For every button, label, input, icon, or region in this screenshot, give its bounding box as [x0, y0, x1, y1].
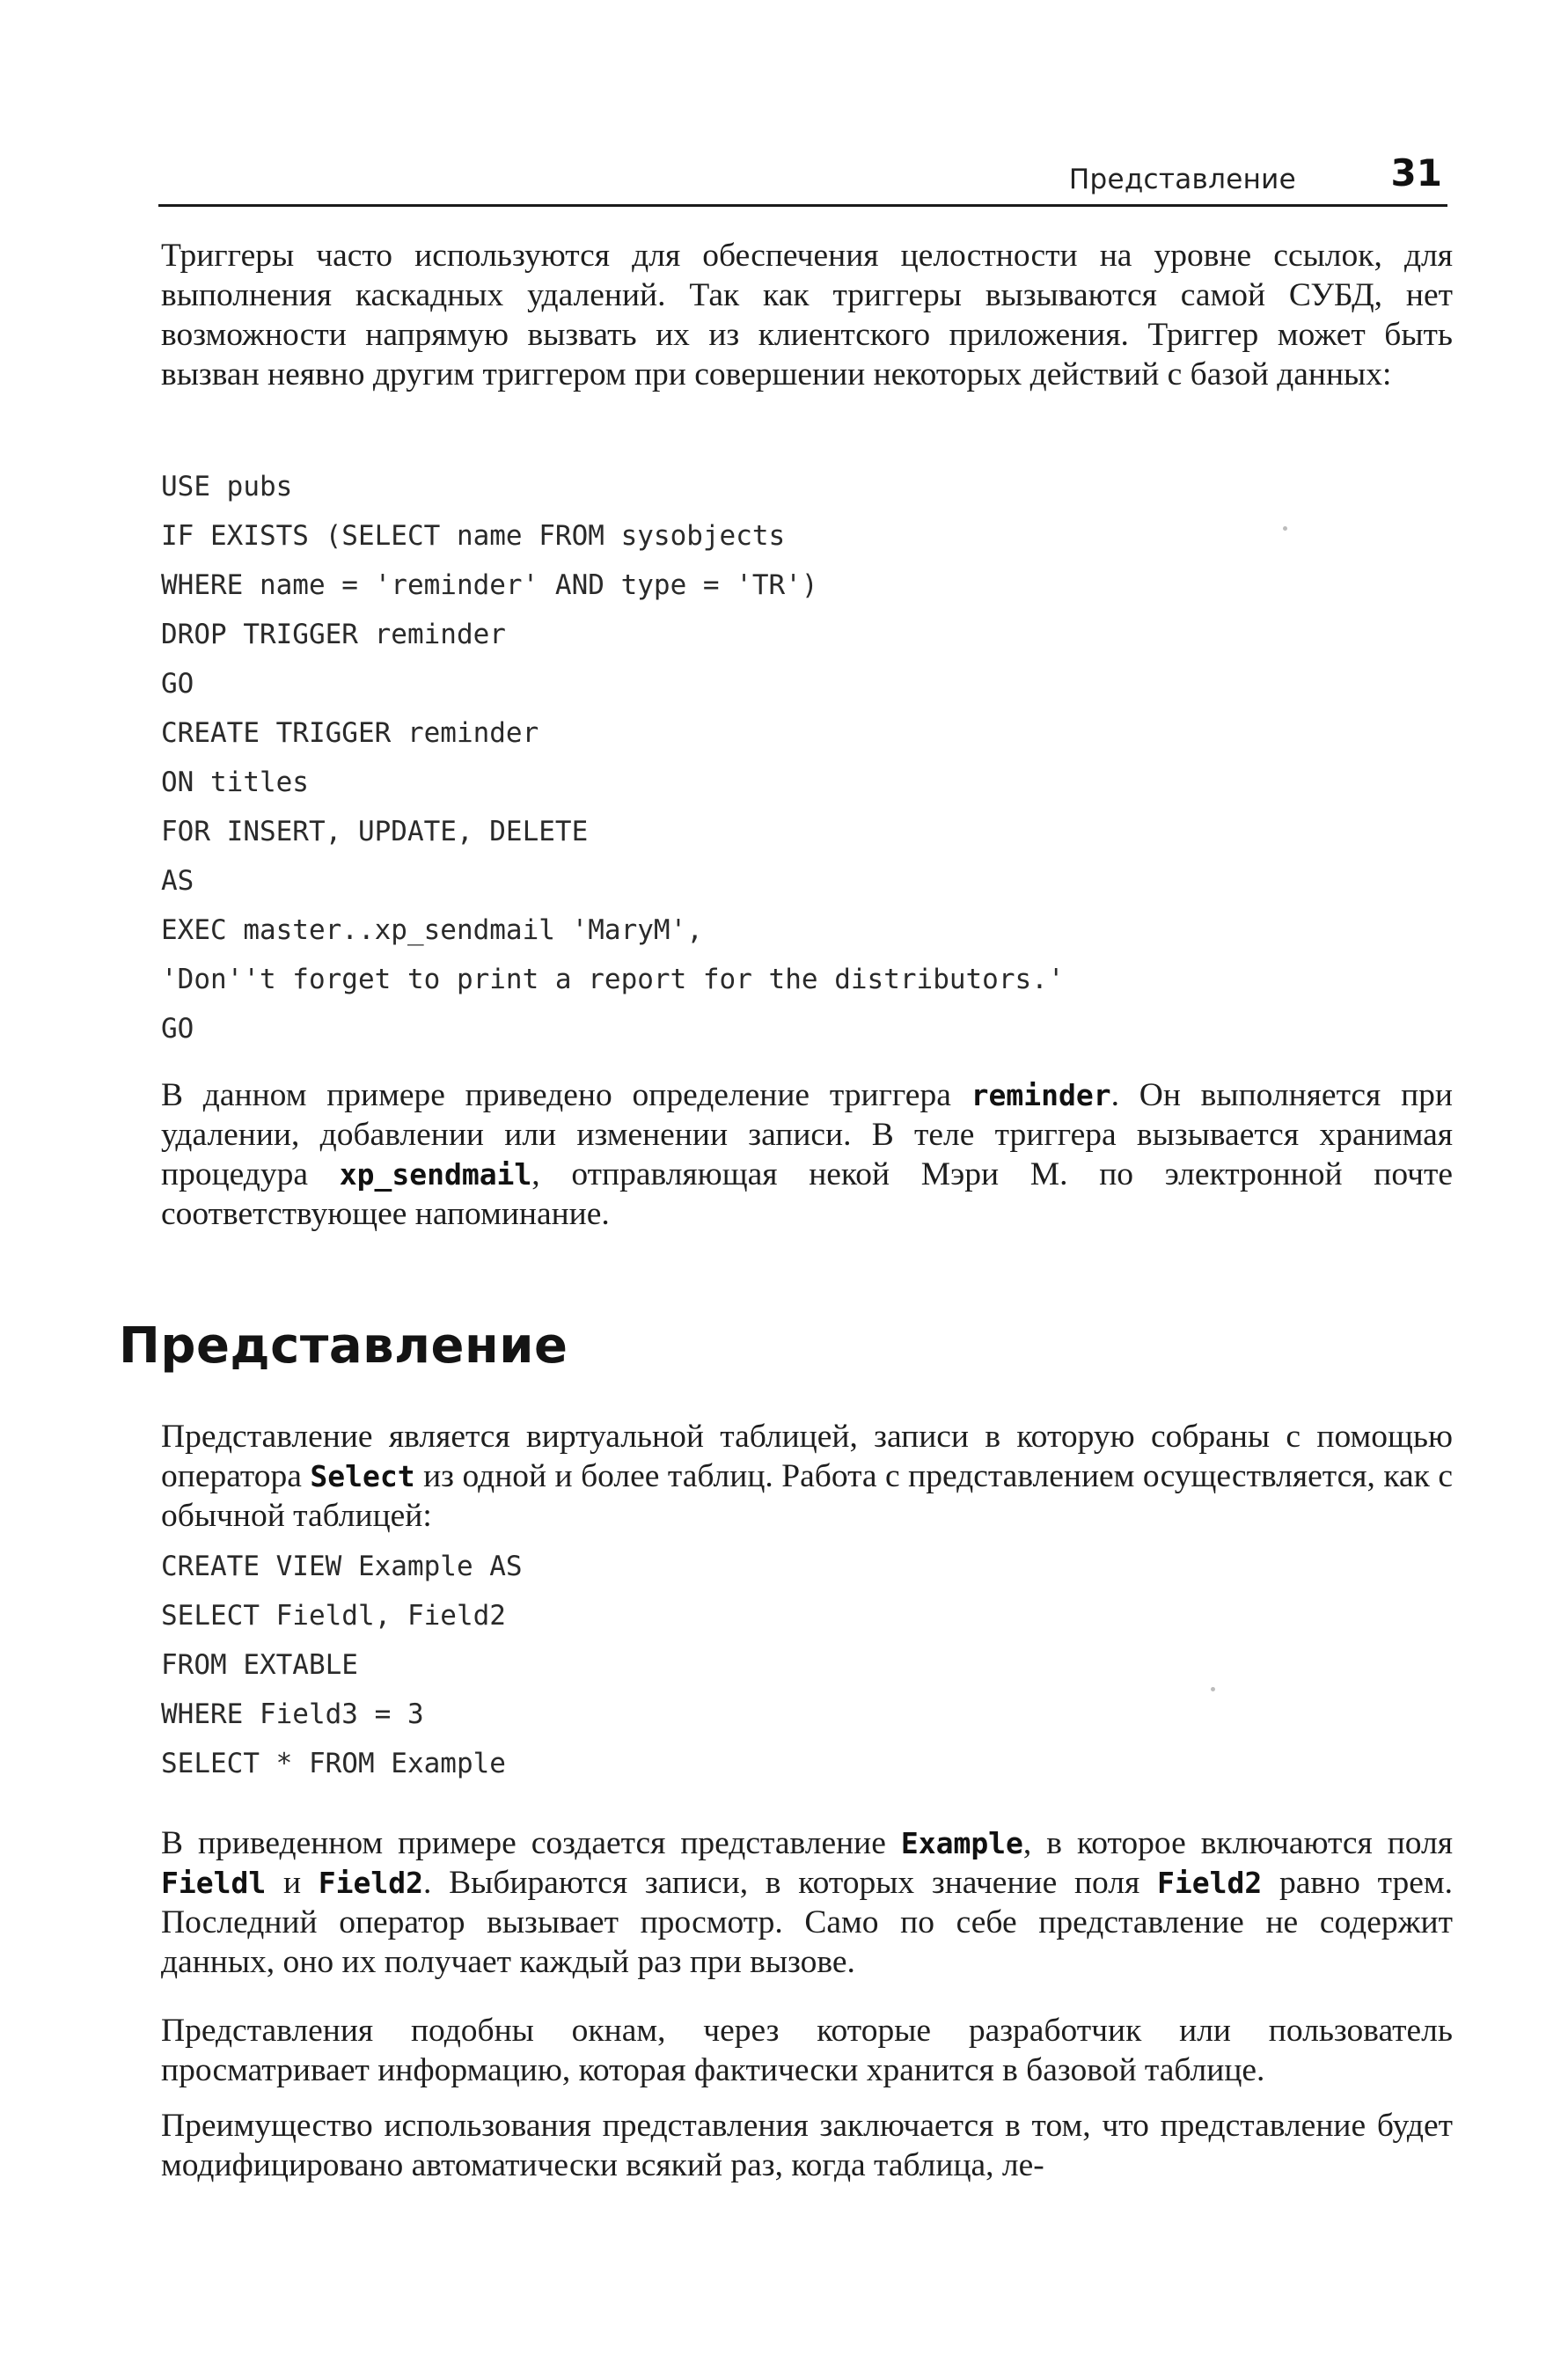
header-section-title: Представление: [1068, 164, 1296, 195]
inline-code-reminder: reminder: [971, 1078, 1111, 1112]
paragraph-example-text-5: равно трем. Последний оператор вызывает просмотр. Само по себе представление не содержит данных, оно их получает каждый раз при вызове.: [161, 1865, 1453, 1980]
paragraph-example-text-3: и: [266, 1865, 319, 1901]
code-trigger-line: EXEC master..xp_sendmail 'MaryM',: [161, 914, 703, 946]
code-listing-trigger: [161, 462, 1393, 1053]
code-trigger-line: 'Don''t forget to print a report for the distributors.': [161, 964, 1065, 995]
code-trigger-line: DROP TRIGGER reminder: [161, 619, 506, 650]
code-view-line: SELECT * FROM Example: [161, 1748, 506, 1779]
scan-speck: [1283, 526, 1287, 531]
inline-code-select: Select: [310, 1459, 415, 1493]
code-trigger-line: IF EXISTS (SELECT name FROM sysobjects: [161, 520, 786, 552]
code-trigger-line: FOR INSERT, UPDATE, DELETE: [161, 816, 589, 847]
paragraph-view-intro-text-1: Представление является виртуальной таблицей, записи в которую собраны с помощью оператора: [161, 1419, 1453, 1494]
code-trigger-line: GO: [161, 668, 194, 700]
paragraph-reminder-text-3: , отправляющая некой Мэри М. по электронной почте соответствующее напоминание.: [161, 1156, 1454, 1232]
inline-code-field2-second: Field2: [1157, 1866, 1263, 1900]
paragraph-reminder: [161, 1075, 1453, 1234]
paragraph-example: [161, 1823, 1453, 1982]
paragraph-windows: Представления подобны окнам, через которые разработчик или пользователь просматривает информацию, которая фактически хранится в базовой таблице.: [161, 2013, 1453, 2088]
code-view-line: WHERE Field3 = 3: [161, 1698, 424, 1730]
paragraph-example-text-1: В приведенном примере создается представление: [161, 1825, 901, 1861]
paragraph-example-text-2: , в которое включаются поля: [1022, 1825, 1453, 1861]
code-trigger-line: USE pubs: [161, 471, 293, 502]
code-trigger-line: WHERE name = 'reminder' AND type = 'TR'): [161, 569, 818, 601]
inline-code-sendmail: xp_sendmail: [339, 1157, 532, 1192]
code-view-line: CREATE VIEW Example AS: [161, 1551, 523, 1582]
code-trigger-line: GO: [161, 1013, 194, 1045]
section-heading: Представление: [119, 1317, 568, 1375]
paragraph-example-text-4: . Выбираются записи, в которых значение поля: [423, 1865, 1158, 1901]
code-listing-view: [161, 1542, 1393, 1788]
inline-code-example: Example: [900, 1826, 1023, 1860]
code-trigger-line: CREATE TRIGGER reminder: [161, 717, 539, 749]
scan-speck: [1211, 1687, 1215, 1691]
code-trigger-line: ON titles: [161, 767, 309, 798]
code-trigger-line: AS: [161, 865, 194, 897]
inline-code-field1: Fieldl: [161, 1866, 267, 1900]
paragraph-view-intro: [161, 1417, 1453, 1536]
page-number: 31: [1390, 151, 1442, 194]
paragraph-reminder-text-1: В данном примере приведено определение триггера: [161, 1077, 971, 1113]
paragraph-reminder-text-2: . Он выполняется при удалении, добавлении или изменении записи. В теле триггера вызывается хранимая процедура: [161, 1077, 1453, 1192]
code-view-line: SELECT Fieldl, Field2: [161, 1600, 506, 1632]
running-header: [158, 148, 1447, 207]
paragraph-advantage: Преимущество использования представления заключается в том, что представление будет модифицировано автоматически всякий раз, когда таблица, ле-: [161, 2108, 1453, 2183]
paragraph-triggers: Триггеры часто используются для обеспечения целостности на уровне ссылок, для выполнения каскадных удалений. Так как триггеры вызываются самой СУБД, нет возможности напрямую вызвать их из клиентского приложения. Триггер может быть вызван неявно другим триггером при совершении некоторых действий с базой данных:: [161, 238, 1453, 392]
paragraph-view-intro-text-2: из одной и более таблиц. Работа с представлением осуществляется, как с обычной таблицей:: [161, 1458, 1453, 1534]
inline-code-field2: Field2: [318, 1866, 423, 1900]
code-view-line: FROM EXTABLE: [161, 1649, 358, 1681]
